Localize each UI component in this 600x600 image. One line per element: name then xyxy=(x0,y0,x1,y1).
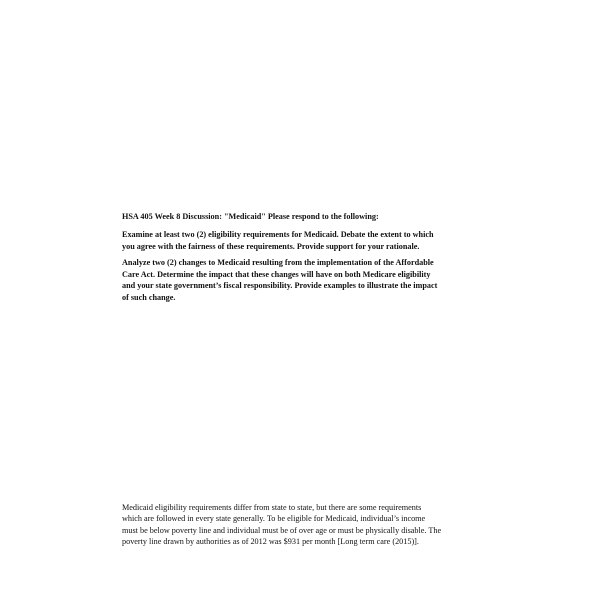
question-eligibility-line: you agree with the fairness of these requirements. Provide support for your rationale. xyxy=(122,241,420,251)
discussion-heading: HSA 405 Week 8 Discussion: "Medicaid" Please respond to the following: xyxy=(122,212,379,221)
question-eligibility-line: Examine at least two (2) eligibility requirements for Medicaid. Debate the extent to which xyxy=(122,230,434,239)
question-affordable-care-act xyxy=(122,257,482,303)
answer-line: poverty line drawn by authorities as of 2012 was $931 per month [Long term care (2015)]. xyxy=(122,536,419,546)
answer-paragraph xyxy=(122,502,482,547)
question-eligibility xyxy=(122,229,477,252)
answer-line: must be below poverty line and individual must be of over age or must be physically disable. The xyxy=(122,525,442,535)
answer-line: which are followed in every state generally. To be eligible for Medicaid, individual’s income xyxy=(122,514,426,524)
question-aca-line: of such change. xyxy=(122,292,176,302)
question-aca-line: and your state government’s fiscal responsibility. Provide examples to illustrate the impact xyxy=(122,281,438,290)
answer-line: Medicaid eligibility requirements differ from state to state, but there are some requirements xyxy=(122,503,422,512)
question-aca-line: Care Act. Determine the impact that these changes will have on both Medicare eligibility xyxy=(122,269,431,279)
question-aca-line: Analyze two (2) changes to Medicaid resulting from the implementation of the Affordable xyxy=(122,258,434,267)
